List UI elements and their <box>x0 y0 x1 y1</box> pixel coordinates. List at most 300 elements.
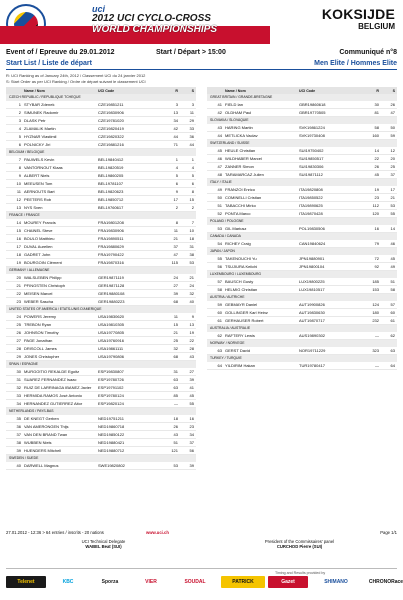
table-row <box>6 259 196 267</box>
rider-ranking: 71 <box>173 142 178 147</box>
rider-number: 44 <box>217 133 222 138</box>
rider-number: 4 <box>18 126 21 131</box>
rider-start-order: 50 <box>390 125 395 130</box>
rider-number: 12 <box>16 197 21 202</box>
rider-number: 29 <box>16 354 21 359</box>
table-row <box>6 392 196 400</box>
rider-name: PFINGSTEN Christoph <box>24 283 66 288</box>
start-time: Start / Départ > 15:00 <box>156 49 226 56</box>
rider-ranking: 72 <box>374 256 379 261</box>
rider-uci-code: BEL19820623 <box>98 189 124 194</box>
rider-name: HYZNAR Vlastimil <box>24 134 57 139</box>
rider-uci-code: CZE19851211 <box>98 102 124 107</box>
rider-ranking: 26 <box>173 424 178 429</box>
table-row <box>6 188 196 196</box>
rider-number: 19 <box>16 260 21 265</box>
rider-ranking: 9 <box>175 189 178 194</box>
rider-uci-code: ESP19820124 <box>98 401 124 406</box>
rider-uci-code: ESP19830807 <box>98 369 124 374</box>
rider-name: GOLLINGER Karl Heinz <box>225 310 268 315</box>
table-row <box>6 447 196 455</box>
rider-ranking: 42 <box>173 126 178 131</box>
rider-name: METLICKA Vaclav <box>225 133 258 138</box>
delegate-block <box>6 539 201 549</box>
rider-start-order: 33 <box>189 126 194 131</box>
rider-uci-code: AUT19900826 <box>299 302 325 307</box>
table-row <box>207 132 397 140</box>
rider-name: ZANNER Simon <box>225 164 254 169</box>
rider-uci-code: FRA19801208 <box>98 220 124 225</box>
rider-name: HEULE Christian <box>225 148 256 153</box>
nation-header: CANADA / CANADA <box>207 233 397 240</box>
nation-header: SLOVAKIA / SLOVAQUIE <box>207 117 397 124</box>
rider-start-order: 61 <box>390 318 395 323</box>
table-row <box>207 202 397 210</box>
rider-start-order: 45 <box>189 393 194 398</box>
president-block <box>202 539 397 549</box>
nation-header: JAPAN / JAPON <box>207 248 397 255</box>
sponsor-divider <box>6 568 397 569</box>
table-row <box>6 101 196 109</box>
rider-name: AERNOUTS Bart <box>24 189 55 194</box>
rider-number: 58 <box>217 287 222 292</box>
rider-number: 11 <box>16 189 21 194</box>
rider-start-order: 39 <box>189 377 194 382</box>
rider-start-order: 24 <box>189 283 194 288</box>
rider-name: FIELD Ian <box>225 102 244 107</box>
rider-uci-code: LUX19810517 <box>299 287 325 292</box>
rider-name: MEEUSEN Tom <box>24 181 53 186</box>
table-row <box>6 329 196 337</box>
rider-name: TSUJIURA Keiichi <box>225 264 258 269</box>
rider-uci-code: FRA19870316 <box>98 260 124 265</box>
footer-generated: 27.01.2012 - 12:36 > 64 entries / inscrits - 20 nations <box>6 530 104 535</box>
table-row <box>207 210 397 218</box>
rider-ranking: — <box>375 363 379 368</box>
rider-number: 2 <box>18 110 21 115</box>
rider-uci-code: SUI19830306 <box>299 164 324 169</box>
rider-ranking: 21 <box>173 236 178 241</box>
start-list-right <box>207 87 397 370</box>
rider-name: MURGOITIO REKALDE Egoitz <box>24 369 80 374</box>
rider-name: RAFTERY Lewis <box>225 333 255 338</box>
rider-number: 16 <box>16 236 21 241</box>
rider-ranking: 21 <box>173 330 178 335</box>
table-header <box>207 87 397 94</box>
rider-start-order: 64 <box>390 363 395 368</box>
rider-number: 25 <box>16 322 21 327</box>
rider-ranking: 81 <box>374 110 379 115</box>
rider-ranking: 31 <box>173 369 178 374</box>
rider-ranking: 58 <box>374 125 379 130</box>
table-row <box>207 255 397 263</box>
rider-start-order: 51 <box>390 279 395 284</box>
rider-uci-code: CZE19830906 <box>98 110 124 115</box>
rider-ranking: 16 <box>374 226 379 231</box>
rider-name: YILDIRIM Hakan <box>225 363 256 368</box>
rider-start-order: 31 <box>189 244 194 249</box>
rider-start-order: 45 <box>390 256 395 261</box>
rider-start-order: 26 <box>390 102 395 107</box>
rider-number: 64 <box>217 363 222 368</box>
table-row <box>6 125 196 133</box>
rider-number: 55 <box>217 256 222 261</box>
rider-number: 46 <box>217 156 222 161</box>
rider-uci-code: BEL19760617 <box>98 205 124 210</box>
rider-start-order: 1 <box>191 157 194 162</box>
divider <box>6 69 397 70</box>
nation-header: GERMANY / ALLEMAGNE <box>6 267 196 274</box>
rider-uci-code: BEL19840412 <box>98 157 124 162</box>
rider-number: 3 <box>18 118 21 123</box>
rider-number: 23 <box>16 299 21 304</box>
delegate-role: UCI Technical Delegate <box>81 539 126 544</box>
header-uci-code: UCI Code <box>299 88 316 93</box>
rider-uci-code: USA19760916 <box>98 338 125 343</box>
rider-uci-code: TUR19780417 <box>299 363 326 368</box>
rider-name: ZLAMALIK Martin <box>24 126 56 131</box>
rider-ranking: 92 <box>374 264 379 269</box>
table-row <box>207 171 397 179</box>
rider-name: POLNICKY Jiri <box>24 142 51 147</box>
rider-uci-code: FRA19880629 <box>98 244 124 249</box>
rider-ranking: 17 <box>173 197 178 202</box>
table-row <box>207 101 397 109</box>
rider-start-order: 56 <box>189 448 194 453</box>
rider-ranking: 14 <box>374 148 379 153</box>
rider-start-order: 19 <box>189 330 194 335</box>
rider-start-order: 28 <box>189 346 194 351</box>
rider-number: 39 <box>16 448 21 453</box>
rider-start-order: 21 <box>189 275 194 280</box>
rider-number: 52 <box>217 211 222 216</box>
uci-label: uci <box>92 4 106 14</box>
rider-start-order: 44 <box>189 142 194 147</box>
rider-number: 18 <box>16 252 21 257</box>
championship-title <box>92 13 217 35</box>
sponsor-strip <box>0 568 403 594</box>
rider-start-order: 29 <box>189 118 194 123</box>
rider-name: TABACCHI Mirko <box>225 203 256 208</box>
rider-ranking: 5 <box>175 173 178 178</box>
rider-ranking: 34 <box>173 118 178 123</box>
rider-number: 54 <box>217 241 222 246</box>
rider-name: TREBON Ryan <box>24 322 52 327</box>
sponsor-logo: SHIMANO <box>311 576 361 588</box>
table-row <box>6 368 196 376</box>
rider-uci-code: CZE19820322 <box>98 134 124 139</box>
rider-start-order: 6 <box>191 181 194 186</box>
rider-start-order: 3 <box>191 102 194 107</box>
rider-ranking: 37 <box>173 244 178 249</box>
table-row <box>207 263 397 271</box>
nation-header: NETHERLANDS / PAYS-BAS <box>6 408 196 415</box>
rider-uci-code: ITA19820808 <box>299 187 323 192</box>
rider-number: 40 <box>16 463 21 468</box>
rider-start-order: 63 <box>390 348 395 353</box>
rider-ranking: 63 <box>173 385 178 390</box>
rider-number: 38 <box>16 440 21 445</box>
venue <box>322 6 395 31</box>
rider-name: COMINELLI Cristian <box>225 195 262 200</box>
table-row <box>207 240 397 248</box>
rider-ranking: 15 <box>173 322 178 327</box>
rider-number: 9 <box>18 173 21 178</box>
table-row <box>6 235 196 243</box>
header-start-order: S <box>191 88 194 93</box>
rider-uci-code: JPN19800104 <box>299 264 325 269</box>
rider-name: BAUSCH Gusty <box>225 279 254 284</box>
rider-ranking: 63 <box>173 377 178 382</box>
rider-ranking: 112 <box>372 203 379 208</box>
rider-ranking: 22 <box>374 156 379 161</box>
rider-number: 42 <box>217 110 222 115</box>
rider-uci-code: ESP19791102 <box>98 385 124 390</box>
sponsor-logo: PATRICK <box>221 576 265 588</box>
rider-number: 27 <box>16 338 21 343</box>
rider-uci-code: SVK19861224 <box>299 125 325 130</box>
rider-name: POWERS Jeremy <box>24 314 57 319</box>
rider-number: 49 <box>217 187 222 192</box>
rider-ranking: 1 <box>175 157 178 162</box>
rider-uci-code: AUT19870717 <box>299 318 325 323</box>
rider-ranking: 160 <box>372 133 379 138</box>
rider-ranking: 180 <box>372 310 379 315</box>
rider-number: 24 <box>16 314 21 319</box>
rider-name: SUAREZ FERNANDEZ Isaac <box>24 377 77 382</box>
rider-number: 30 <box>16 369 21 374</box>
rider-number: 8 <box>18 165 21 170</box>
rider-uci-code: GER19871119 <box>98 275 124 280</box>
category: Men Elite / Hommes Elite <box>314 60 397 67</box>
rider-name: VANTORNOUT Klaas <box>24 165 63 170</box>
rider-ranking: 30 <box>374 102 379 107</box>
rider-start-order: 13 <box>189 322 194 327</box>
rider-number: 43 <box>217 125 222 130</box>
sponsor-logo: VIER <box>133 576 169 588</box>
rider-ranking: 13 <box>173 110 178 115</box>
rider-uci-code: ESP19780726 <box>98 377 124 382</box>
rider-number: 7 <box>18 157 21 162</box>
rider-number: 48 <box>217 172 222 177</box>
rider-start-order: 62 <box>390 333 395 338</box>
table-row <box>6 172 196 180</box>
rider-number: 63 <box>217 348 222 353</box>
nation-header: CZECH REPUBLIC / REPUBLIQUE TCHEQUE <box>6 94 196 101</box>
rider-uci-code: BEL19860205 <box>98 173 124 178</box>
rider-ranking: 79 <box>374 241 379 246</box>
rider-number: 14 <box>16 220 21 225</box>
nation-header: NORWAY / NORVEGE <box>207 340 397 347</box>
rider-name: PAGE Jonathan <box>24 338 53 343</box>
rider-name: VAN DEN BRAND Twan <box>24 432 68 437</box>
rider-number: 50 <box>217 195 222 200</box>
rider-number: 59 <box>217 302 222 307</box>
table-row <box>6 282 196 290</box>
header-ranking: R <box>175 88 178 93</box>
rider-number: 5 <box>18 134 21 139</box>
rider-uci-code: ESP19780124 <box>98 393 124 398</box>
rider-name: WEBER Sascha <box>24 299 54 304</box>
rider-uci-code: GER19880223 <box>98 299 125 304</box>
title-line1: 2012 UCI CYCLO-CROSS <box>92 13 211 24</box>
rider-start-order: 22 <box>189 338 194 343</box>
table-row <box>6 251 196 259</box>
rider-number: 1 <box>18 102 21 107</box>
rider-ranking: — <box>375 333 379 338</box>
rider-name: MOUREY Francis <box>24 220 56 225</box>
rider-uci-code: CAN19840624 <box>299 241 326 246</box>
table-header <box>6 87 196 94</box>
nation-header: LUXEMBOURG / LUXEMBOURG <box>207 271 397 278</box>
rider-ranking: 2 <box>175 205 178 210</box>
rider-number: 33 <box>16 393 21 398</box>
rider-ranking: 6 <box>175 181 178 186</box>
rider-start-order: 58 <box>390 287 395 292</box>
rider-name: HELMIG Christian <box>225 287 258 292</box>
rider-uci-code: USA19790806 <box>98 354 125 359</box>
rider-start-order: 2 <box>191 205 194 210</box>
rider-start-order: 14 <box>390 226 395 231</box>
rider-ranking: 11 <box>173 314 178 319</box>
table-row <box>207 286 397 294</box>
rider-ranking: 53 <box>173 463 178 468</box>
footer-url[interactable]: www.uci.ch <box>146 530 169 535</box>
rider-uci-code: USA19810305 <box>98 322 125 327</box>
nation-header: BELGIUM / BELGIQUE <box>6 149 196 156</box>
rider-start-order: 55 <box>390 211 395 216</box>
rider-uci-code: GBR19860618 <box>299 102 326 107</box>
rider-uci-code: FRA19790422 <box>98 252 124 257</box>
rider-name: RUIZ DE LARRINAGA IBANEZ Javier <box>24 385 92 390</box>
list-title: Start List / Liste de départ <box>6 60 92 67</box>
nation-header: AUSTRALIA / AUSTRALIE <box>207 325 397 332</box>
rider-number: 53 <box>217 226 222 231</box>
rider-start-order: 57 <box>390 302 395 307</box>
rider-number: 35 <box>16 416 21 421</box>
table-row <box>207 347 397 355</box>
rider-name: BOURGOIN Clément <box>24 260 62 265</box>
table-row <box>6 376 196 384</box>
table-row <box>6 313 196 321</box>
rider-number: 15 <box>16 228 21 233</box>
header-uci-code: UCI Code <box>98 88 115 93</box>
delegate-name: WABEL Beat (SUI) <box>85 544 122 549</box>
rider-start-order: 23 <box>189 424 194 429</box>
rider-name: PAUWELS Kevin <box>24 157 55 162</box>
rider-uci-code: SVK19730408 <box>299 133 325 138</box>
nation-header: ITALY / ITALIE <box>207 179 397 186</box>
table-row <box>6 353 196 361</box>
rider-ranking: 68 <box>173 354 178 359</box>
nation-header: UNITED STATES OF AMERICA / ETATS-UNIS D'AMERIQUE <box>6 306 196 313</box>
rider-uci-code: NED19880712 <box>98 448 125 453</box>
communique: Communiqué n°8 <box>339 49 397 56</box>
rider-uci-code: USA19770805 <box>98 330 125 335</box>
rider-ranking: 19 <box>374 187 379 192</box>
table-row <box>6 227 196 235</box>
nation-header: TURKEY / TURQUIE <box>207 355 397 362</box>
rider-number: 31 <box>16 377 21 382</box>
nation-header: SWEDEN / SUEDE <box>6 455 196 462</box>
table-row <box>6 415 196 423</box>
rider-name: CHAINEL Steve <box>24 228 53 233</box>
rider-number: 37 <box>16 432 21 437</box>
header <box>0 0 403 44</box>
table-row <box>6 462 196 470</box>
rider-name: TAKENOUCHI Yu <box>225 256 257 261</box>
rider-ranking: 24 <box>173 275 178 280</box>
rider-number: 22 <box>16 291 21 296</box>
table-row <box>6 337 196 345</box>
table-row <box>207 186 397 194</box>
rider-name: GEBMAYR Daniel <box>225 302 258 307</box>
table-row <box>207 147 397 155</box>
president-name: CURCHOD Pierre (SUI) <box>276 544 323 549</box>
rider-name: BOULO Matthieu <box>24 236 55 241</box>
rider-start-order: 46 <box>390 241 395 246</box>
table-row <box>6 321 196 329</box>
table-row <box>6 243 196 251</box>
table-row <box>6 141 196 149</box>
rider-start-order: 40 <box>189 299 194 304</box>
venue-country: BELGIUM <box>358 22 395 31</box>
rider-name: ALBERT Niels <box>24 173 50 178</box>
rider-uci-code: GER19880108 <box>98 291 125 296</box>
rider-start-order: 11 <box>189 110 194 115</box>
rider-start-order: 27 <box>189 369 194 374</box>
rider-name: PONTA Marco <box>225 211 251 216</box>
footer-page: Page 1/1 <box>380 530 397 535</box>
notes <box>6 73 146 84</box>
rider-ranking: 44 <box>173 134 178 139</box>
nation-header: AUSTRIA / AUTRICHE <box>207 294 397 301</box>
rider-start-order: 5 <box>191 173 194 178</box>
rider-name: GIL Mariusz <box>225 226 247 231</box>
rider-start-order: 32 <box>189 291 194 296</box>
rider-start-order: 41 <box>189 385 194 390</box>
rider-name: HARING Martin <box>225 125 253 130</box>
rider-name: DARWELL Magnus <box>24 463 59 468</box>
table-row <box>6 180 196 188</box>
rider-name: JOHNSON Timothy <box>24 330 59 335</box>
rider-ranking: 153 <box>372 287 379 292</box>
rider-name: HUENDERS Mitchell <box>24 448 62 453</box>
rider-ranking: 121 <box>171 448 178 453</box>
rider-start-order: 47 <box>390 110 395 115</box>
rider-start-order: 17 <box>390 187 395 192</box>
nation-header: SPAIN / ESPAGNE <box>6 361 196 368</box>
timing-credit: Timing and Results provided by <box>275 571 326 575</box>
rider-number: 60 <box>217 310 222 315</box>
table-row <box>207 317 397 325</box>
rider-name: GERST David <box>225 348 251 353</box>
table-row <box>207 155 397 163</box>
rider-ranking: 85 <box>173 393 178 398</box>
rider-ranking: 26 <box>374 164 379 169</box>
table-row <box>6 196 196 204</box>
rider-start-order: 21 <box>390 195 395 200</box>
rider-number: 6 <box>18 142 21 147</box>
rider-uci-code: CZE19820419 <box>98 126 124 131</box>
rider-start-order: 18 <box>189 236 194 241</box>
rider-number: 45 <box>217 148 222 153</box>
rider-start-order: 4 <box>191 165 194 170</box>
rider-uci-code: ITA19850522 <box>299 195 323 200</box>
rider-uci-code: SUI19850517 <box>299 156 324 161</box>
nation-header: SWITZERLAND / SUISSE <box>207 140 397 147</box>
rider-name: TARAMARCAZ Julien <box>225 172 264 177</box>
